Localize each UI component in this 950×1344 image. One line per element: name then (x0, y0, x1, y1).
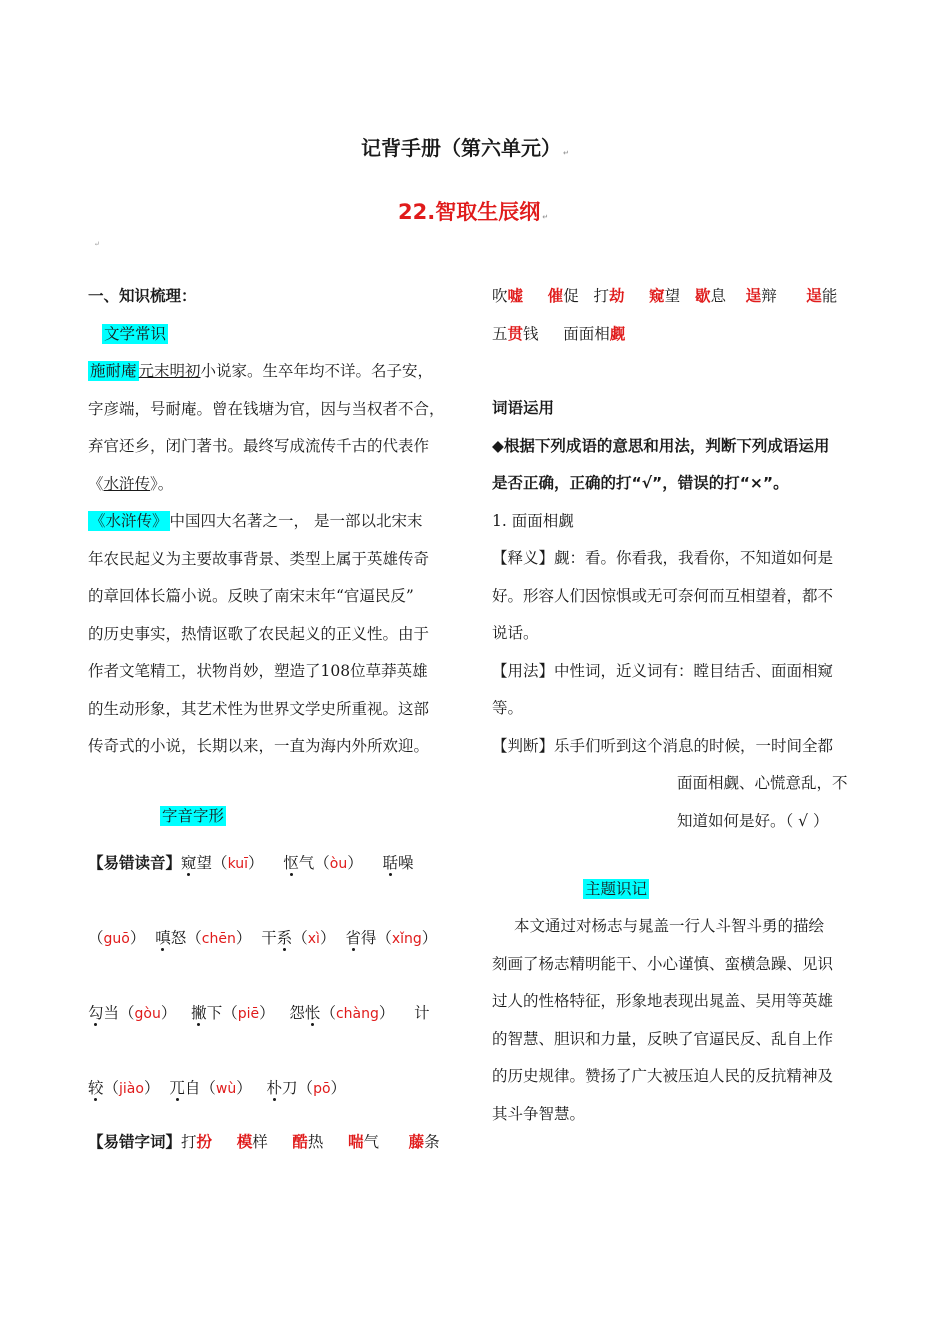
zhuti-line-3: 过人的性格特征，形象地表现出晁盖、吴用等英雄 (492, 992, 834, 1010)
shiyi-line-1: 【释义】觑：看。你看我，我看你，不知道如何是 (492, 549, 834, 567)
panduan-line-3: 知道如何是好。（ √ ） (677, 811, 829, 830)
pron-item: 聒噪 (382, 854, 414, 872)
pron-item: （guō） (88, 929, 146, 947)
author-line-2: 字彦端，号耐庵。曾在钱塘为官，因与当权者不合， (88, 399, 445, 418)
page-title: 记背手册（第六单元） ↵ (361, 136, 569, 160)
wenxue-label-row (88, 316, 445, 354)
panduan-line-2: 面面相觑、心慌意乱，不 (677, 774, 848, 792)
word-item: 窥望 (649, 287, 681, 305)
author-era: 元末明初 (138, 362, 201, 380)
left-column (88, 278, 445, 766)
shiyi-line-3: 说话。 (492, 624, 539, 642)
pron-row-4 (88, 1070, 346, 1109)
section-heading: 一、知识梳理： (88, 287, 197, 305)
word-item: 歇息 (694, 287, 726, 305)
zhuti-paragraph (492, 908, 833, 1133)
word-item: 喘气 (348, 1133, 380, 1151)
ziyin-label-row (160, 798, 226, 836)
author-name: 施耐庵 (90, 362, 137, 380)
ziyin-label: 字音字形 (162, 807, 225, 825)
zhuti-line-1: 本文通过对杨志与晁盖一行人斗智斗勇的描绘 (514, 917, 825, 935)
word-item: 催促 (547, 287, 579, 305)
lesson-title: 22.智取生辰纲 ↵ (398, 200, 549, 224)
pron-item: 怨怅（chàng） (289, 1004, 395, 1022)
novel-line-3: 的章回体长篇小说。反映了南宋末年“官逼民反” (88, 587, 414, 605)
pron-row-2 (88, 920, 437, 959)
word-item: 打劫 (593, 287, 625, 305)
word-item: 五贯钱 (492, 325, 539, 343)
yongfa-line-2: 等。 (492, 699, 524, 717)
word-item: 逞辩 (745, 287, 777, 305)
zhuti-line-4: 的智慧、胆识和力量，反映了官逼民反、乱自上作 (492, 1029, 834, 1048)
pron-item: 窥望（kuī） (181, 854, 264, 872)
pron-item: 朴刀（pō） (266, 1079, 347, 1097)
novel-line-4: 的历史事实，热情讴歌了农民起义的正义性。由于 (88, 624, 430, 643)
ciyu-label: 词语运用 (492, 399, 555, 417)
pron-item: 撇下（piē） (191, 1004, 275, 1022)
author-line-4: 《水浒传》。 (88, 474, 174, 493)
novel-title: 《水浒传》 (90, 512, 168, 530)
novel-line-2: 年农民起义为主要故事背景、类型上属于英雄传奇 (88, 549, 430, 568)
word-row-1 (88, 1124, 440, 1162)
zhuti-line-6: 其斗争智慧。 (492, 1104, 586, 1123)
word-row-3 (492, 316, 625, 354)
wenxue-label: 文学常识 (104, 324, 167, 343)
novel-line-5: 作者文笔精工，状物肖妙，塑造了108位草莽英雄 (88, 662, 428, 680)
zhuti-line-5: 的历史规律。赞扬了广大被压迫人民的反抗精神及 (492, 1067, 834, 1085)
zhuti-label: 主题识记 (585, 880, 648, 898)
zhuti-line-2: 刻画了杨志精明能干、小心谨慎、蛮横急躁、见识 (492, 954, 834, 973)
yicuo-duyin-label: 【易错读音】 (88, 854, 182, 872)
pron-item: 兀自（wù） (169, 1079, 252, 1097)
pron-item: 干系（xì） (261, 929, 336, 947)
novel-line-1: 《水浒传》 中国四大名著之一， 是一部以北宋末 (90, 512, 423, 530)
instruction-line-2: 是否正确，正确的打“√”，错误的打“×”。 (492, 474, 789, 492)
pron-item: 计 (414, 1004, 430, 1022)
word-item: 逞能 (806, 287, 838, 305)
word-item: 模样 (236, 1133, 268, 1151)
shiyi-line-2: 好。形容人们因惊惧或无可奈何而互相望着，都不 (492, 586, 834, 605)
panduan-line-1: 【判断】乐手们听到这个消息的时候，一时间全都 (492, 736, 834, 755)
right-column (492, 390, 848, 840)
pron-item: 勾当（gòu） (88, 1004, 177, 1022)
word-item: 打扮 (181, 1133, 213, 1151)
pron-item: 较（jiào） (88, 1079, 160, 1097)
idiom-item: 1. 面面相觑 (492, 511, 574, 530)
author-line-1: 施耐庵 元末明初小说家。生卒年均不详。名子安， (90, 362, 434, 380)
pron-row-1 (88, 845, 414, 884)
pron-item: 怄气（òu） (283, 854, 363, 872)
zhuti-label-row (583, 871, 649, 909)
instruction-line-1: ◆根据下列成语的意思和用法，判断下列成语运用 (492, 436, 830, 455)
word-item: 藤条 (408, 1133, 440, 1151)
paragraph-mark: ↵ (94, 240, 100, 248)
author-line-3: 弃官还乡，闭门著书。最终写成流传千古的代表作 (88, 437, 430, 455)
pron-item: 省得（xǐng） (345, 929, 438, 947)
novel-line-7: 传奇式的小说，长期以来，一直为海内外所欢迎。 (88, 737, 430, 755)
yicuo-zici-label: 【易错字词】 (88, 1133, 182, 1151)
word-item: 吹嘘 (492, 287, 524, 305)
word-item: 酷热 (292, 1133, 324, 1151)
pron-row-3 (88, 995, 430, 1034)
novel-line-6: 的生动形象，其艺术性为世界文学史所重视。这部 (88, 699, 430, 718)
yongfa-line-1: 【用法】中性词，近义词有：瞠目结舌、面面相窥 (492, 661, 834, 680)
word-row-2 (492, 278, 837, 316)
book-name: 水浒传 (103, 474, 151, 493)
word-item: 面面相觑 (563, 325, 626, 343)
pron-item: 嗔怒（chēn） (155, 929, 252, 947)
